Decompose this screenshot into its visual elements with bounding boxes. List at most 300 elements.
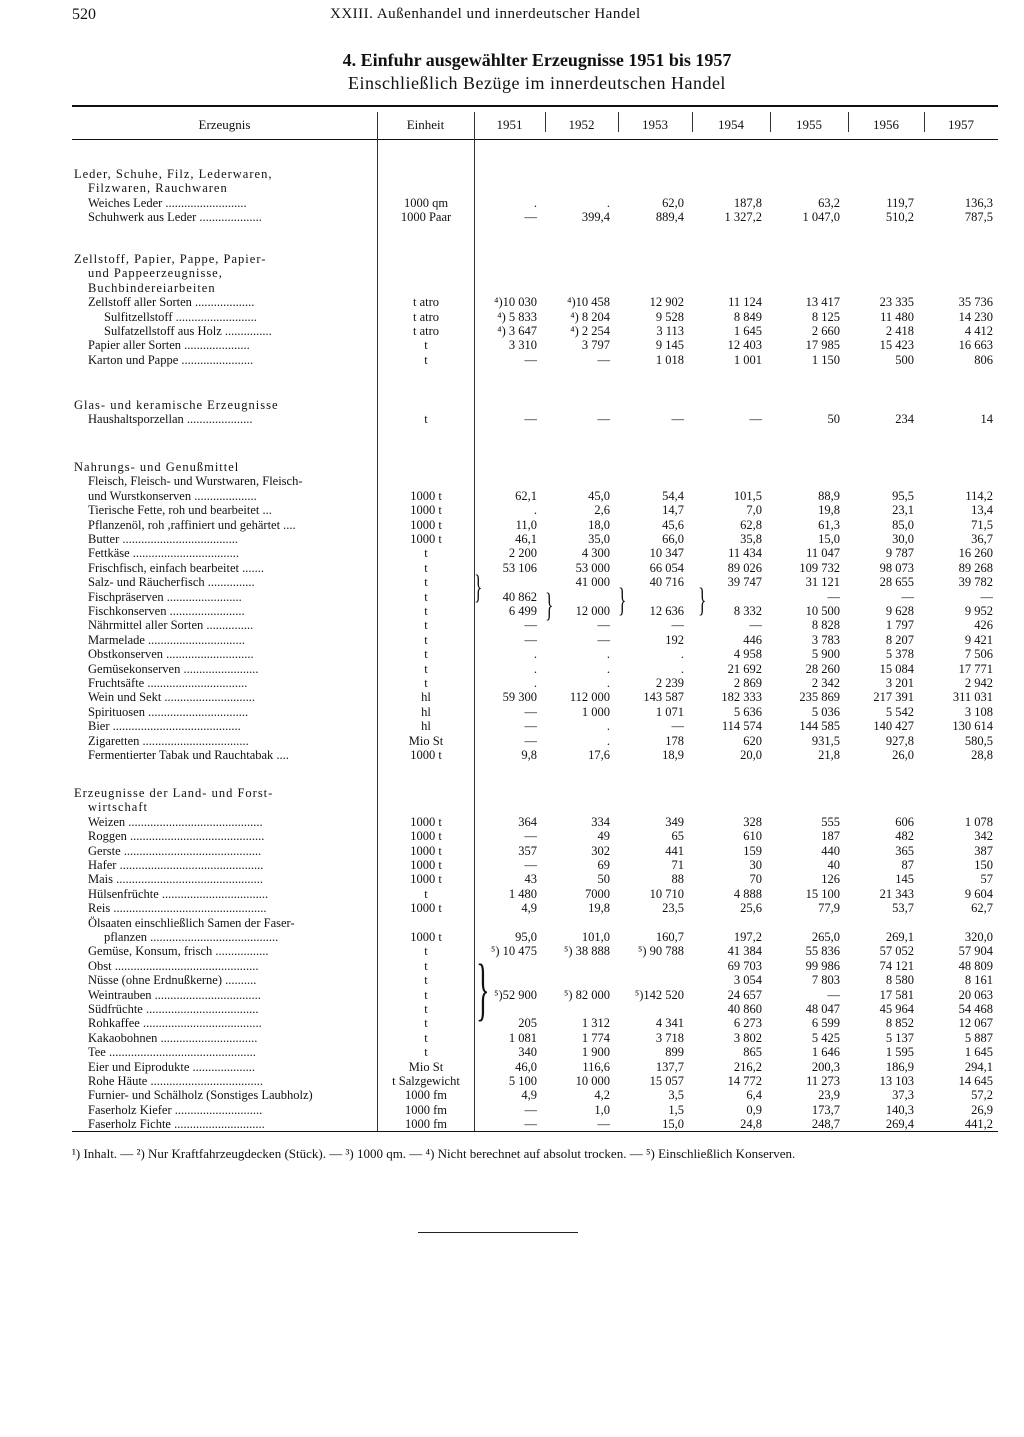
cell-value: 66 054: [649, 560, 684, 575]
cell-value: 7,0: [746, 503, 762, 518]
cell-value: 399,4: [581, 210, 610, 225]
cell-value: 25,6: [740, 901, 762, 916]
cell-value: 482: [895, 829, 914, 844]
cell-value: 1 645: [733, 324, 762, 338]
cell-value: 1 078: [964, 814, 993, 829]
cell-value: 311 031: [952, 690, 993, 705]
cell-value: —: [597, 618, 610, 633]
cell-value: 1 480: [508, 886, 537, 901]
cell-value: 14 772: [727, 1074, 762, 1088]
cell-value: 12 636: [649, 604, 684, 618]
row-label: Hülsenfrüchte ..................................: [88, 886, 269, 901]
cell-value: 15,0: [662, 1117, 684, 1132]
cell-value: 9 528: [655, 309, 684, 324]
row-unit: 1000 t: [410, 814, 442, 829]
cell-value: .: [533, 661, 537, 676]
section-title: [0, 266, 1024, 281]
header-year: 1956: [873, 117, 899, 132]
cell-value: —: [597, 352, 610, 367]
cell-value: —: [749, 412, 762, 427]
cell-value: 8 852: [885, 1016, 914, 1031]
header-year: 1955: [796, 117, 822, 132]
row-unit: 1000 fm: [404, 1117, 447, 1132]
cell-value: 12 067: [958, 1016, 993, 1031]
row-label: Ölsaaten einschließlich Samen der Faser-: [88, 915, 295, 930]
section-title-text: wirtschaft: [88, 800, 148, 815]
table-row: [0, 1117, 1024, 1132]
cell-value: 57: [980, 872, 993, 887]
cell-value: 235 869: [799, 690, 840, 705]
brace: }: [476, 951, 490, 1028]
table-row: [0, 1060, 1024, 1075]
section-title: [0, 460, 1024, 475]
cell-value: 45,6: [662, 517, 684, 532]
cell-value: 99 986: [805, 958, 840, 973]
row-label: Gemüse, Konsum, frisch .................: [88, 944, 269, 959]
cell-value: 53 000: [575, 560, 610, 575]
cell-value: 61,3: [818, 517, 840, 532]
cell-value: —: [524, 704, 537, 719]
cell-value: 2 418: [885, 324, 914, 338]
cell-value: 365: [895, 843, 914, 858]
table-row: [0, 887, 1024, 902]
section-title-text: Buchbindereiarbeiten: [88, 280, 216, 295]
cell-value: 10 500: [805, 604, 840, 618]
row-unit: t: [424, 661, 428, 676]
row-label: Karton und Pappe .......................: [88, 352, 254, 367]
cell-value: 6 273: [733, 1016, 762, 1031]
cell-value: 18,9: [662, 748, 684, 762]
row-label: Spirituosen ................................: [88, 704, 249, 719]
cell-value: ⁴)10 458: [567, 295, 610, 310]
cell-value: 101,5: [733, 488, 762, 503]
cell-value: 364: [518, 814, 537, 829]
table-row: [0, 633, 1024, 648]
cell-value: —: [597, 1117, 610, 1132]
cell-value: 302: [591, 843, 610, 858]
table-row: [0, 210, 1024, 225]
cell-value: 500: [895, 352, 914, 367]
cell-value: 787,5: [964, 210, 993, 225]
cell-value: ⁵) 90 788: [637, 944, 684, 959]
cell-value: 35,0: [588, 532, 610, 546]
row-label: Pflanzenöl, roh ,raffiniert und gehärtet ....: [88, 517, 296, 532]
cell-value: 3 201: [885, 676, 914, 690]
cell-value: 234: [895, 412, 914, 427]
cell-value: 510,2: [885, 210, 914, 225]
cell-value: 265,0: [811, 930, 840, 944]
cell-value: 8 161: [964, 973, 993, 988]
cell-value: 40: [827, 858, 840, 872]
cell-value: —: [597, 632, 610, 647]
cell-value: 7 506: [964, 647, 993, 662]
cell-value: 9 421: [964, 632, 993, 647]
row-label: Südfrüchte ....................................: [88, 1002, 259, 1016]
cell-value: 4 888: [733, 886, 762, 901]
cell-value: ⁵)142 520: [634, 987, 684, 1002]
cell-value: 140 427: [873, 719, 914, 734]
row-unit: hl: [421, 719, 431, 734]
cell-value: 11 480: [880, 309, 914, 324]
row-label: Weiches Leder ..........................: [88, 195, 247, 210]
row-unit: 1000 fm: [404, 1102, 447, 1117]
cell-value: 1 150: [811, 352, 840, 367]
cell-value: 320,0: [964, 930, 993, 944]
cell-value: 1 000: [581, 704, 610, 719]
row-label: Schuhwerk aus Leder ....................: [88, 210, 262, 225]
brace: }: [474, 569, 483, 606]
cell-value: 606: [895, 814, 914, 829]
row-unit: t Salzgewicht: [392, 1074, 460, 1088]
cell-value: 12 902: [649, 295, 684, 310]
cell-value: 45,0: [588, 488, 610, 503]
cell-value: 59 300: [502, 690, 537, 705]
cell-value: —: [901, 589, 914, 604]
header-year: 1952: [568, 117, 595, 132]
cell-value: 187,8: [733, 195, 762, 210]
table-row: [0, 618, 1024, 633]
row-unit: t: [424, 1016, 428, 1031]
cell-value: 62,8: [740, 517, 762, 532]
cell-value: 17 985: [805, 338, 840, 353]
cell-value: —: [524, 1117, 537, 1132]
row-unit: 1000 t: [410, 748, 442, 762]
table-row: [0, 647, 1024, 662]
cell-value: 23 335: [879, 295, 914, 310]
cell-value: 334: [591, 814, 610, 829]
cell-value: 11 273: [806, 1074, 840, 1088]
table-subtitle: Einschließlich Bezüge im innerdeutschen Handel: [348, 73, 726, 93]
cell-value: 182 333: [721, 690, 762, 705]
table-row: [0, 489, 1024, 504]
cell-value: 3,5: [668, 1088, 684, 1103]
row-unit: t: [424, 1002, 428, 1016]
row-unit: 1000 Paar: [400, 210, 452, 225]
cell-value: .: [606, 733, 610, 748]
cell-value: 74 121: [879, 958, 914, 973]
cell-value: 1 081: [508, 1030, 537, 1045]
header-year: 1957: [948, 117, 974, 132]
brace: }: [618, 582, 627, 619]
row-label: Fischkonserven ........................: [88, 604, 245, 618]
header-year: 1951: [496, 117, 523, 132]
cell-value: 4,9: [521, 1088, 537, 1103]
row-unit: 1000 t: [410, 503, 442, 518]
cell-value: 2 342: [811, 676, 840, 690]
cell-value: 5 636: [733, 704, 762, 719]
cell-value: —: [524, 632, 537, 647]
cell-value: 889,4: [655, 210, 684, 225]
row-label: Fischpräserven ........................: [88, 589, 242, 604]
cell-value: 71,5: [971, 517, 993, 532]
cell-value: 16 663: [958, 338, 993, 353]
table-row: [0, 546, 1024, 561]
table-row: [0, 815, 1024, 830]
cell-value: 69 703: [727, 958, 762, 973]
cell-value: 26,9: [971, 1102, 993, 1117]
row-label: Fruchtsäfte ................................: [88, 676, 248, 690]
row-label: Mais ...............................................: [88, 872, 263, 887]
table-row: [0, 295, 1024, 310]
section-title: [0, 181, 1024, 196]
cell-value: 13 103: [879, 1074, 914, 1088]
row-unit: hl: [421, 704, 431, 719]
cell-value: 6 599: [811, 1016, 840, 1031]
row-unit: t: [424, 560, 428, 575]
cell-value: 294,1: [964, 1059, 993, 1074]
cell-value: 186,9: [885, 1059, 914, 1074]
row-unit: t atro: [412, 309, 440, 324]
cell-value: 2 869: [733, 676, 762, 690]
cell-value: 54,4: [662, 488, 684, 503]
cell-value: 4 412: [964, 324, 993, 338]
row-unit: t: [424, 338, 428, 353]
cell-value: 160,7: [655, 930, 684, 944]
cell-value: 89 268: [958, 560, 993, 575]
section-title-text: Erzeugnisse der Land- und Forst-: [74, 786, 274, 800]
cell-value: 77,9: [818, 901, 840, 916]
cell-value: .: [606, 647, 610, 662]
cell-value: 11 434: [728, 546, 762, 561]
cell-value: 3 783: [811, 632, 840, 647]
cell-value: 39 747: [727, 575, 762, 590]
cell-value: 15 084: [879, 661, 914, 676]
cell-value: 41 000: [575, 575, 610, 590]
row-unit: t: [424, 647, 428, 662]
cell-value: 30: [749, 858, 762, 872]
table-row: [0, 590, 1024, 605]
cell-value: 5 425: [811, 1030, 840, 1045]
cell-value: 10 000: [575, 1074, 610, 1088]
section-title-text: Leder, Schuhe, Filz, Lederwaren,: [74, 167, 273, 181]
row-unit: t atro: [412, 295, 440, 310]
table-row: [0, 705, 1024, 720]
cell-value: 136,3: [964, 195, 993, 210]
cell-value: 43: [524, 872, 537, 887]
cell-value: 13,4: [971, 503, 993, 518]
cell-value: 17 771: [958, 661, 993, 676]
row-unit: t: [424, 886, 428, 901]
table-row: [0, 901, 1024, 916]
section-title: [0, 167, 1024, 182]
cell-value: .: [533, 676, 537, 690]
cell-value: .: [533, 195, 537, 210]
cell-value: 54 468: [958, 1002, 993, 1016]
cell-value: —: [827, 987, 840, 1002]
cell-value: 20,0: [740, 748, 762, 762]
row-unit: 1000 t: [410, 858, 442, 872]
table-row: [0, 1088, 1024, 1103]
row-label: Marmelade ...............................: [88, 632, 245, 647]
cell-value: ⁴) 2 254: [570, 324, 610, 338]
cell-value: 21 343: [879, 886, 914, 901]
cell-value: 9 787: [885, 546, 914, 561]
row-label: Butter .....................................: [88, 532, 238, 546]
row-label: Tierische Fette, roh und bearbeitet ...: [88, 503, 272, 518]
page-number: 520: [72, 6, 96, 23]
cell-value: 8 207: [885, 632, 914, 647]
row-label: Tee ...............................................: [88, 1045, 256, 1060]
cell-value: ⁴) 8 204: [570, 309, 610, 324]
cell-value: 17,6: [588, 748, 610, 762]
cell-value: 31 121: [805, 575, 840, 590]
cell-value: ⁴)10 030: [494, 295, 537, 310]
cell-value: 150: [974, 858, 993, 872]
cell-value: 14: [980, 412, 993, 427]
table-row: [0, 690, 1024, 705]
cell-value: —: [524, 733, 537, 748]
cell-value: 19,8: [818, 503, 840, 518]
cell-value: 6 499: [508, 604, 537, 618]
table-row: [0, 829, 1024, 844]
cell-value: 49: [597, 829, 610, 844]
cell-value: 205: [518, 1016, 537, 1031]
cell-value: 55 836: [805, 944, 840, 959]
row-unit: 1000 t: [410, 901, 442, 916]
cell-value: 70: [749, 872, 762, 887]
cell-value: 50: [597, 872, 610, 887]
cell-value: ⁵) 10 475: [490, 944, 537, 959]
cell-value: 13 417: [805, 295, 840, 310]
section-title: [0, 800, 1024, 815]
cell-value: 4 958: [733, 647, 762, 662]
row-unit: 1000 t: [410, 872, 442, 887]
cell-value: 45 964: [879, 1002, 914, 1016]
cell-value: 24 657: [727, 987, 762, 1002]
cell-value: 9 145: [655, 338, 684, 353]
row-label: Obstkonserven ............................: [88, 647, 254, 662]
table-row: [0, 944, 1024, 959]
cell-value: 9 952: [964, 604, 993, 618]
row-label: Weizen ...........................................: [88, 814, 263, 829]
cell-value: 17 581: [879, 987, 914, 1002]
table-row: [0, 844, 1024, 859]
row-label: Zigaretten ..................................: [88, 733, 249, 748]
cell-value: 23,1: [892, 503, 914, 518]
cell-value: 1,5: [668, 1102, 684, 1117]
cell-value: 88: [671, 872, 684, 887]
cell-value: 53,7: [892, 901, 914, 916]
row-label: Sulfatzellstoff aus Holz ...............: [104, 324, 272, 338]
cell-value: 89 026: [727, 560, 762, 575]
cell-value: 1 646: [811, 1045, 840, 1060]
cell-value: 36,7: [971, 532, 993, 546]
cell-value: 101,0: [581, 930, 610, 944]
cell-value: —: [749, 618, 762, 633]
row-unit: t: [424, 618, 428, 633]
row-unit: t: [424, 546, 428, 561]
row-unit: 1000 t: [410, 829, 442, 844]
cell-value: 8 125: [811, 309, 840, 324]
cell-value: 342: [974, 829, 993, 844]
cell-value: 20 063: [958, 987, 993, 1002]
row-label: Kakaobohnen ...............................: [88, 1030, 258, 1045]
table-row: [0, 503, 1024, 518]
row-unit: 1000 t: [410, 488, 442, 503]
cell-value: 12 000: [575, 604, 610, 618]
cell-value: 1 312: [581, 1016, 610, 1031]
cell-value: 7000: [585, 886, 610, 901]
section-title-text: Zellstoff, Papier, Pappe, Papier-: [74, 252, 267, 266]
cell-value: 57,2: [971, 1088, 993, 1103]
cell-value: 3 310: [508, 338, 537, 353]
cell-value: 14 230: [958, 309, 993, 324]
row-label: Hafer ..............................................: [88, 858, 264, 872]
cell-value: 446: [743, 632, 762, 647]
cell-value: 4,9: [521, 901, 537, 916]
row-unit: t: [424, 589, 428, 604]
cell-value: 9 604: [964, 886, 993, 901]
table-row: [0, 916, 1024, 931]
cell-value: 24,8: [740, 1117, 762, 1132]
table-row: [0, 575, 1024, 590]
row-label: Zellstoff aller Sorten ...................: [88, 295, 255, 310]
cell-value: 3 108: [964, 704, 993, 719]
table-row: [0, 310, 1024, 325]
cell-value: 85,0: [892, 517, 914, 532]
cell-value: 50: [827, 412, 840, 427]
row-unit: t: [424, 1030, 428, 1045]
cell-value: 1,0: [594, 1102, 610, 1117]
table-row: [0, 930, 1024, 945]
table-row: [0, 338, 1024, 353]
table-row: [0, 734, 1024, 749]
cell-value: 1 071: [655, 704, 684, 719]
cell-value: 610: [743, 829, 762, 844]
cell-value: —: [524, 352, 537, 367]
table-row: [0, 604, 1024, 619]
cell-value: ⁵) 38 888: [563, 944, 610, 959]
cell-value: 109 732: [799, 560, 840, 575]
cell-value: 62,7: [971, 901, 993, 916]
cell-value: 441: [665, 843, 684, 858]
cell-value: 1 018: [655, 352, 684, 367]
cell-value: —: [524, 829, 537, 844]
cell-value: 5 378: [885, 647, 914, 662]
cell-value: 69: [597, 858, 610, 872]
cell-value: 11,0: [515, 517, 537, 532]
table-row: [0, 858, 1024, 873]
cell-value: 41 384: [727, 944, 762, 959]
table-row: [0, 1016, 1024, 1031]
cell-value: 3 113: [656, 324, 684, 338]
cell-value: 18,0: [588, 517, 610, 532]
cell-value: 1 797: [885, 618, 914, 633]
table-row: [0, 1074, 1024, 1089]
cell-value: 197,2: [733, 930, 762, 944]
cell-value: 1 774: [581, 1030, 610, 1045]
cell-value: 2 239: [655, 676, 684, 690]
row-label: Salz- und Räucherfisch ...............: [88, 575, 255, 590]
cell-value: 8 828: [811, 618, 840, 633]
cell-value: 23,5: [662, 901, 684, 916]
cell-value: 95,5: [892, 488, 914, 503]
cell-value: 1 047,0: [802, 210, 840, 225]
cell-value: 65: [671, 829, 684, 844]
cell-value: 5 542: [885, 704, 914, 719]
row-unit: 1000 qm: [403, 195, 449, 210]
cell-value: —: [671, 412, 684, 427]
section-title: [0, 281, 1024, 296]
cell-value: 8 332: [733, 604, 762, 618]
brace: }: [545, 587, 554, 624]
cell-value: 9 628: [885, 604, 914, 618]
table-row: [0, 676, 1024, 691]
row-label: und Wurstkonserven ....................: [88, 488, 257, 503]
row-unit: Mio St: [408, 733, 444, 748]
cell-value: 23,9: [818, 1088, 840, 1103]
row-unit: t: [424, 575, 428, 590]
